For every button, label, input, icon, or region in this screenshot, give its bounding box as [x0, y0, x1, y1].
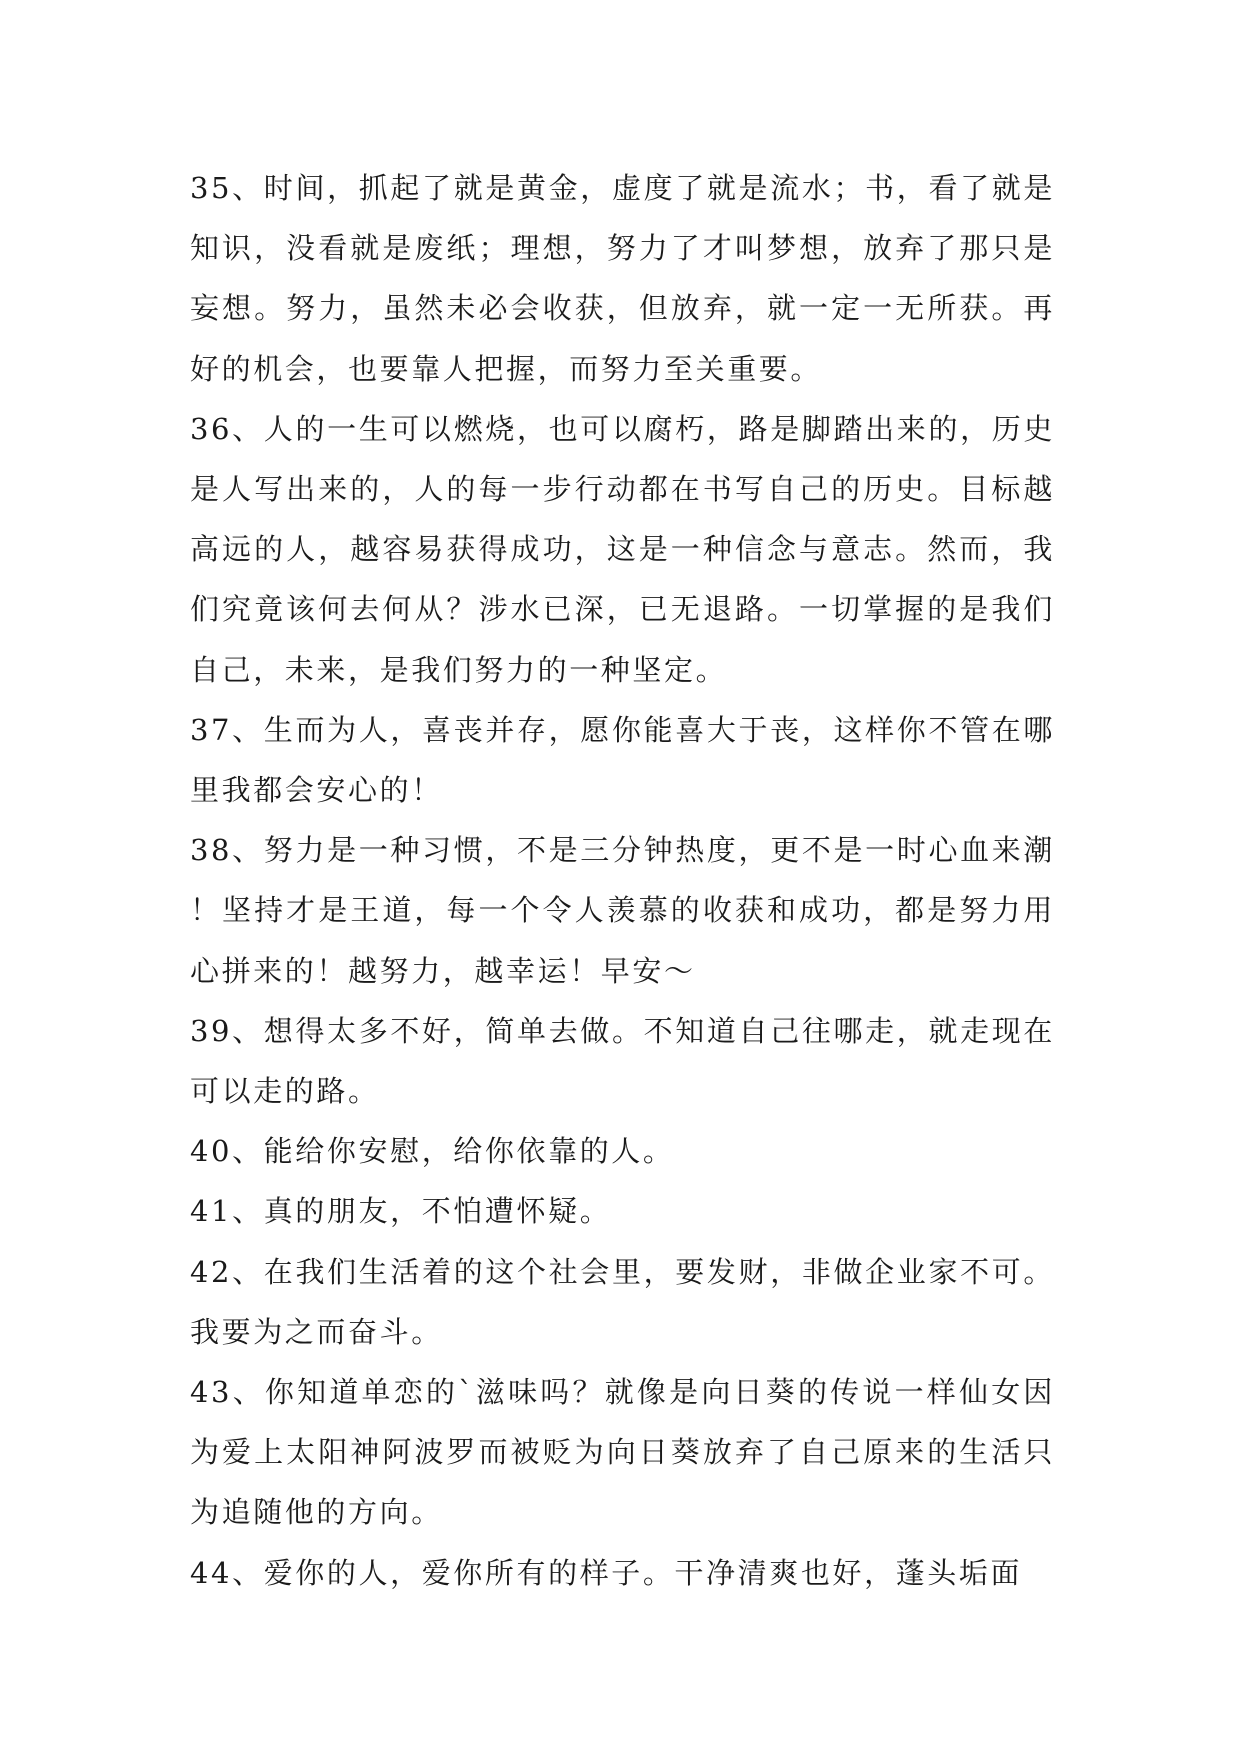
- paragraph-38: 38、努力是一种习惯，不是三分钟热度，更不是一时心血来潮！坚持才是王道，每一个令人羡慕的收获和成功，都是努力用心拼来的！越努力，越幸运！早安～: [190, 833, 1055, 988]
- document-body: [190, 158, 1055, 1603]
- paragraph-44: 44、爱你的人，爱你所有的样子。干净清爽也好，蓬头垢面: [190, 1555, 1023, 1590]
- paragraph-41: 41、真的朋友，不怕遭怀疑。: [190, 1194, 612, 1229]
- paragraph-35: 35、时间，抓起了就是黄金，虚度了就是流水；书，看了就是知识，没看就是废纸；理想，努力了才叫梦想，放弃了那只是妄想。努力，虽然未必会收获，但放弃，就一定一无所获。再好的机会，也要靠人把握，而努力至关重要。: [190, 171, 1055, 386]
- paragraph-37: 37、生而为人，喜丧并存，愿你能喜大于丧，这样你不管在哪里我都会安心的！: [190, 712, 1055, 808]
- paragraph-43: 43、你知道单恋的`滋味吗？就像是向日葵的传说一样仙女因为爱上太阳神阿波罗而被贬为向日葵放弃了自己原来的生活只为追随他的方向。: [190, 1375, 1055, 1530]
- paragraph-42: 42、在我们生活着的这个社会里，要发财，非做企业家不可。我要为之而奋斗。: [190, 1254, 1055, 1349]
- paragraph-40: 40、能给你安慰，给你依靠的人。: [190, 1134, 675, 1169]
- paragraph-36: 36、人的一生可以燃烧，也可以腐朽，路是脚踏出来的，历史是人写出来的，人的每一步行动都在书写自己的历史。目标越高远的人，越容易获得成功，这是一种信念与意志。然而，我们究竟该何去何从？涉水已深，已无退路。一切掌握的是我们自己，未来，是我们努力的一种坚定。: [190, 411, 1055, 687]
- paragraph-39: 39、想得太多不好，简单去做。不知道自己往哪走，就走现在可以走的路。: [190, 1013, 1055, 1109]
